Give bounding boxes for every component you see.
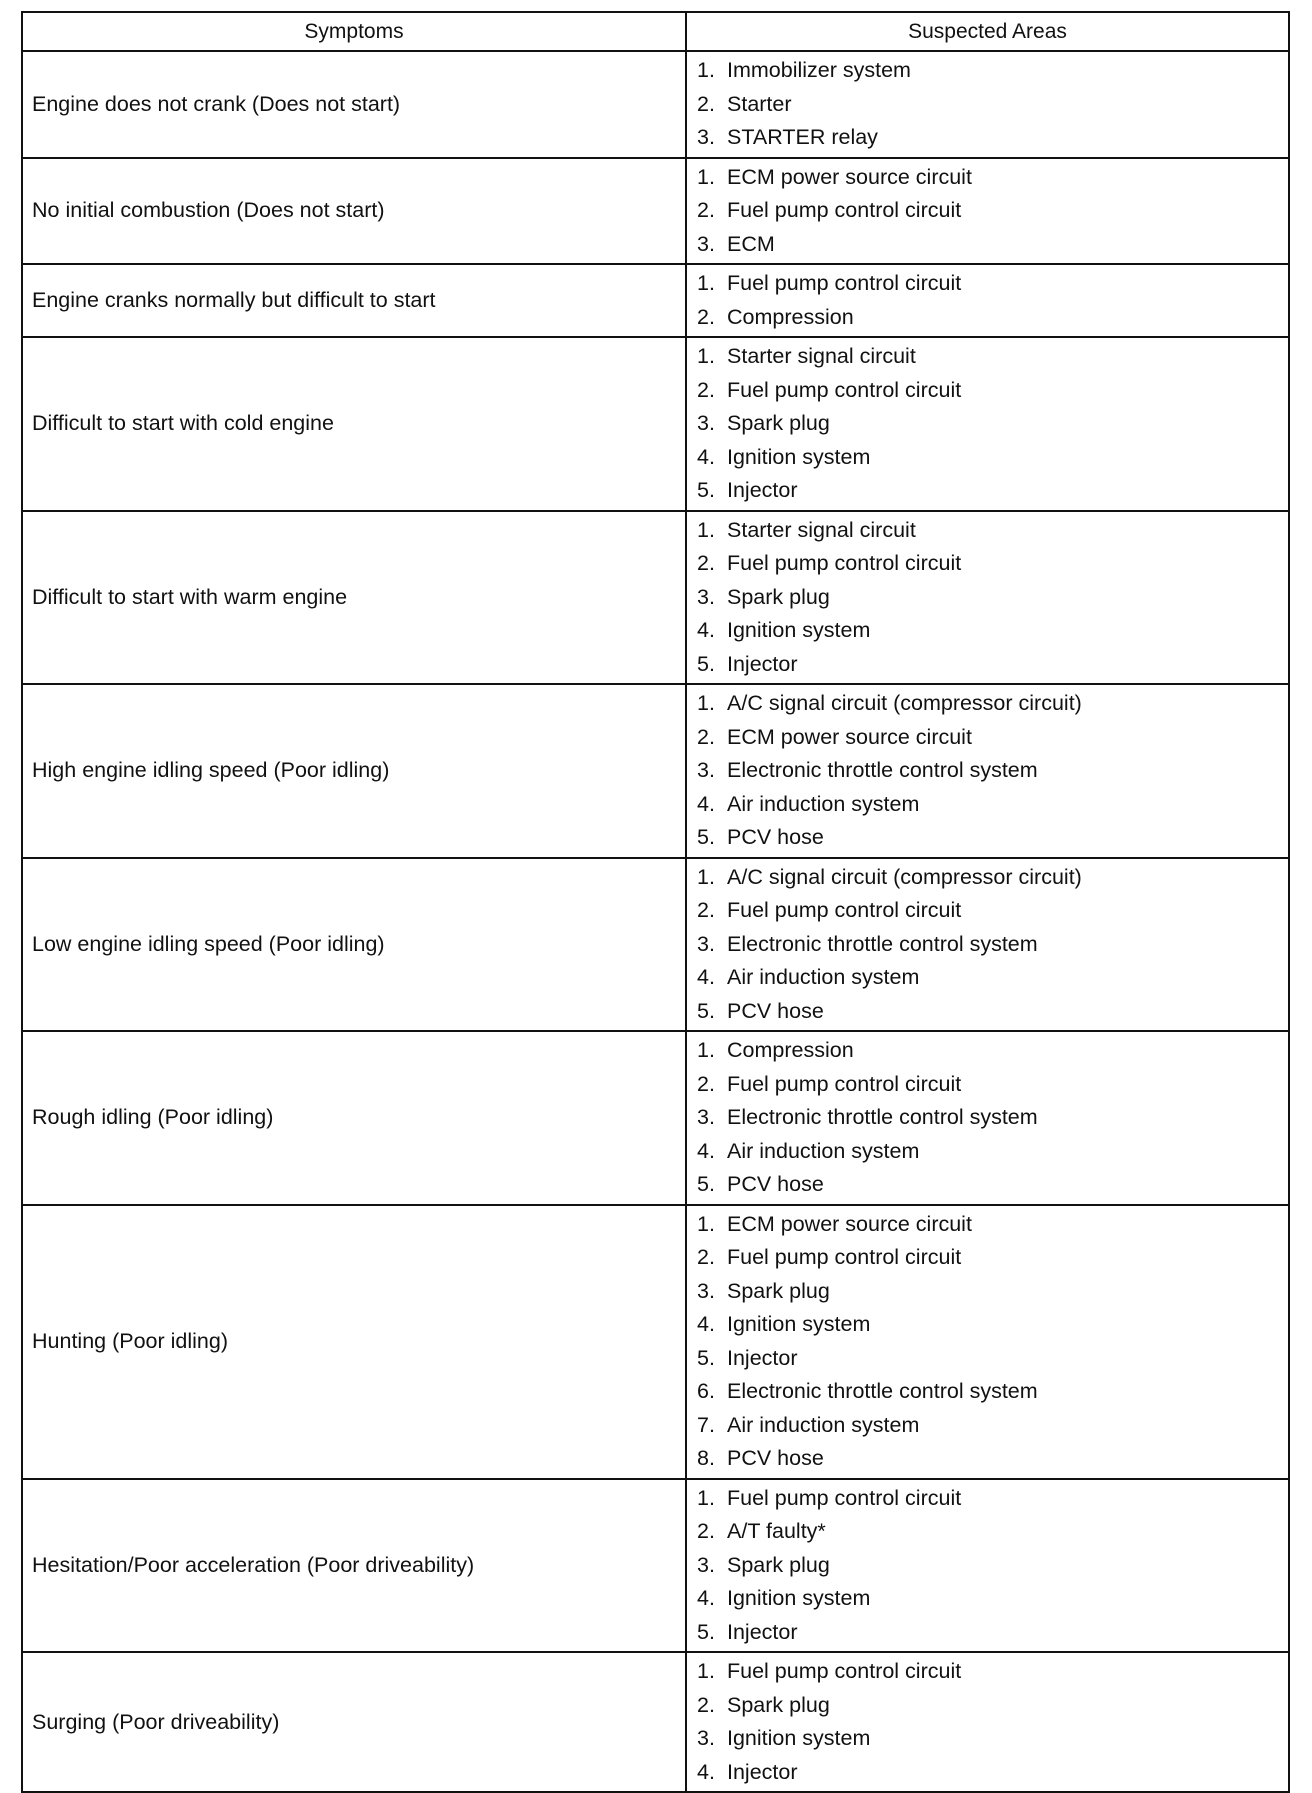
- list-item: [697, 995, 1288, 1029]
- list-item: [697, 301, 1288, 335]
- list-item: [697, 1482, 1288, 1516]
- list-item-text: PCV hose: [727, 998, 824, 1023]
- suspected-areas-list: [697, 340, 1288, 508]
- list-item-text: A/C signal circuit (compressor circuit): [727, 864, 1082, 889]
- list-item-number: 3.: [697, 125, 715, 149]
- list-item-text: Air induction system: [727, 1412, 920, 1437]
- symptom-cell: Difficult to start with warm engine: [22, 511, 686, 685]
- list-item: [697, 821, 1288, 855]
- list-item-text: Spark plug: [727, 1278, 830, 1303]
- list-item-text: Fuel pump control circuit: [727, 1485, 962, 1510]
- list-item: [697, 228, 1288, 262]
- list-item-number: 1.: [697, 864, 715, 889]
- table-body: [22, 51, 1289, 1792]
- list-item-number: 3.: [697, 1726, 715, 1750]
- list-item: [697, 194, 1288, 228]
- suspected-areas-list: [697, 514, 1288, 682]
- table-row: [22, 264, 1289, 337]
- list-item: [697, 788, 1288, 822]
- suspected-areas-list: [697, 1208, 1288, 1476]
- list-item-number: 6.: [697, 1379, 715, 1403]
- list-item: [697, 754, 1288, 788]
- suspected-areas-cell: [686, 1205, 1289, 1479]
- list-item-number: 1.: [697, 1659, 715, 1683]
- suspected-areas-cell: [686, 158, 1289, 265]
- suspected-areas-cell: [686, 264, 1289, 337]
- symptom-cell: Hunting (Poor idling): [22, 1205, 686, 1479]
- list-item: [697, 1409, 1288, 1443]
- list-item: [697, 1515, 1288, 1549]
- suspected-areas-list: [697, 1482, 1288, 1650]
- list-item: [697, 267, 1288, 301]
- table-row: [22, 1479, 1289, 1653]
- list-item-number: 4.: [697, 1138, 715, 1163]
- list-item-number: 5.: [697, 825, 715, 849]
- list-item: [697, 1549, 1288, 1583]
- list-item-text: Fuel pump control circuit: [727, 377, 962, 402]
- suspected-areas-cell: [686, 337, 1289, 511]
- list-item-text: Electronic throttle control system: [727, 1379, 1038, 1403]
- list-item-text: Fuel pump control circuit: [727, 898, 962, 922]
- list-item-text: Injector: [727, 1759, 798, 1784]
- suspected-areas-cell: [686, 1652, 1289, 1792]
- list-item-number: 5.: [697, 1345, 715, 1370]
- suspected-areas-header: Suspected Areas: [686, 12, 1289, 51]
- list-item-number: 2.: [697, 1071, 715, 1096]
- list-item-number: 1.: [697, 344, 715, 368]
- list-item-text: Injector: [727, 651, 798, 676]
- list-item-text: Fuel pump control circuit: [727, 198, 962, 222]
- list-item-number: 4.: [697, 618, 715, 642]
- list-item: [697, 1068, 1288, 1102]
- list-item: [697, 340, 1288, 374]
- list-item-text: PCV hose: [727, 1172, 824, 1196]
- list-item-number: 2.: [697, 1692, 715, 1717]
- list-item-number: 4.: [697, 1586, 715, 1610]
- list-item-number: 2.: [697, 1519, 715, 1543]
- list-item-number: 1.: [697, 1211, 715, 1236]
- table-row: [22, 158, 1289, 265]
- list-item-text: Fuel pump control circuit: [727, 1071, 962, 1096]
- list-item: [697, 1722, 1288, 1756]
- list-item: [697, 88, 1288, 122]
- list-item-number: 5.: [697, 1172, 715, 1196]
- list-item-number: 4.: [697, 444, 715, 469]
- list-item: [697, 474, 1288, 508]
- symptom-cell: No initial combustion (Does not start): [22, 158, 686, 265]
- suspected-areas-list: [697, 267, 1288, 334]
- symptom-cell: Engine cranks normally but difficult to start: [22, 264, 686, 337]
- list-item: [697, 441, 1288, 475]
- list-item-text: Air induction system: [727, 965, 920, 989]
- list-item: [697, 161, 1288, 195]
- list-item: [697, 1756, 1288, 1790]
- list-item-number: 4.: [697, 965, 715, 989]
- list-item-number: 8.: [697, 1446, 715, 1470]
- list-item-text: PCV hose: [727, 825, 824, 849]
- list-item-text: Injector: [727, 1619, 798, 1644]
- list-item-text: Spark plug: [727, 1552, 830, 1577]
- list-item-number: 4.: [697, 1312, 715, 1336]
- list-item-number: 5.: [697, 1619, 715, 1644]
- list-item-text: A/T faulty*: [727, 1519, 826, 1543]
- list-item-number: 5.: [697, 651, 715, 676]
- list-item: [697, 614, 1288, 648]
- table-row: [22, 337, 1289, 511]
- suspected-areas-list: [697, 161, 1288, 262]
- list-item: [697, 1689, 1288, 1723]
- list-item-text: Electronic throttle control system: [727, 758, 1038, 782]
- suspected-areas-cell: [686, 51, 1289, 158]
- list-item-text: Ignition system: [727, 1312, 871, 1336]
- list-item-text: Ignition system: [727, 1586, 871, 1610]
- list-item-text: A/C signal circuit (compressor circuit): [727, 691, 1082, 715]
- list-item: [697, 721, 1288, 755]
- list-item-number: 1.: [697, 271, 715, 295]
- list-item-number: 2.: [697, 91, 715, 116]
- header-row: [22, 12, 1289, 51]
- list-item: [697, 1034, 1288, 1068]
- list-item: [697, 1208, 1288, 1242]
- list-item: [697, 928, 1288, 962]
- suspected-areas-list: [697, 1034, 1288, 1202]
- suspected-areas-cell: [686, 1479, 1289, 1653]
- list-item-number: 3.: [697, 931, 715, 956]
- list-item-number: 2.: [697, 198, 715, 222]
- list-item: [697, 581, 1288, 615]
- list-item-text: Spark plug: [727, 584, 830, 609]
- list-item-number: 1.: [697, 1038, 715, 1062]
- list-item-number: 2.: [697, 1245, 715, 1269]
- list-item: [697, 1342, 1288, 1376]
- list-item-text: Starter signal circuit: [727, 517, 916, 542]
- symptom-cell: Difficult to start with cold engine: [22, 337, 686, 511]
- symptoms-header: Symptoms: [22, 12, 686, 51]
- table-row: [22, 858, 1289, 1032]
- list-item-text: STARTER relay: [727, 125, 878, 149]
- list-item-number: 3.: [697, 411, 715, 435]
- list-item-text: Fuel pump control circuit: [727, 551, 962, 575]
- list-item: [697, 514, 1288, 548]
- symptom-cell: Engine does not crank (Does not start): [22, 51, 686, 158]
- list-item-number: 2.: [697, 724, 715, 749]
- list-item-text: PCV hose: [727, 1446, 824, 1470]
- list-item-text: ECM power source circuit: [727, 724, 972, 749]
- table-row: [22, 51, 1289, 158]
- list-item-number: 3.: [697, 231, 715, 256]
- list-item-text: Compression: [727, 304, 854, 329]
- list-item: [697, 894, 1288, 928]
- list-item-number: 5.: [697, 998, 715, 1023]
- list-item-text: Injector: [727, 478, 798, 502]
- list-item: [697, 1582, 1288, 1616]
- list-item-text: Ignition system: [727, 444, 871, 469]
- table-row: [22, 1652, 1289, 1792]
- list-item-number: 3.: [697, 584, 715, 609]
- list-item-number: 2.: [697, 551, 715, 575]
- list-item-number: 5.: [697, 478, 715, 502]
- list-item-text: Air induction system: [727, 791, 920, 816]
- list-item-number: 3.: [697, 1552, 715, 1577]
- list-item: [697, 861, 1288, 895]
- list-item-number: 2.: [697, 304, 715, 329]
- list-item: [697, 1241, 1288, 1275]
- list-item-text: ECM: [727, 231, 775, 256]
- list-item: [697, 687, 1288, 721]
- list-item: [697, 374, 1288, 408]
- list-item: [697, 648, 1288, 682]
- list-item-number: 1.: [697, 58, 715, 82]
- suspected-areas-list: [697, 687, 1288, 855]
- list-item-text: Fuel pump control circuit: [727, 1245, 962, 1269]
- symptom-cell: Hesitation/Poor acceleration (Poor driveability): [22, 1479, 686, 1653]
- list-item-text: ECM power source circuit: [727, 164, 972, 189]
- suspected-areas-list: [697, 1655, 1288, 1789]
- list-item-number: 3.: [697, 758, 715, 782]
- table-row: [22, 511, 1289, 685]
- list-item: [697, 1101, 1288, 1135]
- list-item-text: Starter: [727, 91, 792, 116]
- list-item: [697, 1616, 1288, 1650]
- list-item-text: Ignition system: [727, 1726, 871, 1750]
- list-item: [697, 1168, 1288, 1202]
- list-item-number: 1.: [697, 691, 715, 715]
- list-item-text: Spark plug: [727, 1692, 830, 1717]
- list-item: [697, 54, 1288, 88]
- list-item-text: Air induction system: [727, 1138, 920, 1163]
- list-item: [697, 1308, 1288, 1342]
- list-item: [697, 1275, 1288, 1309]
- list-item-text: Immobilizer system: [727, 58, 911, 82]
- list-item-number: 2.: [697, 377, 715, 402]
- list-item: [697, 1135, 1288, 1169]
- list-item-text: Spark plug: [727, 411, 830, 435]
- table-row: [22, 1031, 1289, 1205]
- symptom-cell: Rough idling (Poor idling): [22, 1031, 686, 1205]
- list-item-text: Injector: [727, 1345, 798, 1370]
- list-item-number: 4.: [697, 1759, 715, 1784]
- list-item-number: 4.: [697, 791, 715, 816]
- table-row: [22, 684, 1289, 858]
- list-item-text: Fuel pump control circuit: [727, 1659, 962, 1683]
- suspected-areas-list: [697, 54, 1288, 155]
- list-item: [697, 407, 1288, 441]
- list-item-number: 3.: [697, 1278, 715, 1303]
- suspected-areas-cell: [686, 858, 1289, 1032]
- list-item: [697, 1655, 1288, 1689]
- list-item-number: 2.: [697, 898, 715, 922]
- problem-symptoms-table: [21, 11, 1290, 1793]
- list-item-text: Compression: [727, 1038, 854, 1062]
- list-item-number: 3.: [697, 1105, 715, 1129]
- symptom-cell: Low engine idling speed (Poor idling): [22, 858, 686, 1032]
- list-item-text: Ignition system: [727, 618, 871, 642]
- suspected-areas-list: [697, 861, 1288, 1029]
- list-item-number: 1.: [697, 164, 715, 189]
- list-item: [697, 1442, 1288, 1476]
- list-item-text: ECM power source circuit: [727, 1211, 972, 1236]
- list-item: [697, 961, 1288, 995]
- list-item-text: Fuel pump control circuit: [727, 271, 962, 295]
- symptom-cell: Surging (Poor driveability): [22, 1652, 686, 1792]
- suspected-areas-cell: [686, 684, 1289, 858]
- suspected-areas-cell: [686, 511, 1289, 685]
- list-item-number: 7.: [697, 1412, 715, 1437]
- list-item-number: 1.: [697, 1485, 715, 1510]
- table-row: [22, 1205, 1289, 1479]
- symptom-cell: High engine idling speed (Poor idling): [22, 684, 686, 858]
- list-item: [697, 547, 1288, 581]
- list-item-number: 1.: [697, 517, 715, 542]
- suspected-areas-cell: [686, 1031, 1289, 1205]
- list-item-text: Electronic throttle control system: [727, 931, 1038, 956]
- list-item-text: Electronic throttle control system: [727, 1105, 1038, 1129]
- list-item-text: Starter signal circuit: [727, 344, 916, 368]
- list-item: [697, 1375, 1288, 1409]
- list-item: [697, 121, 1288, 155]
